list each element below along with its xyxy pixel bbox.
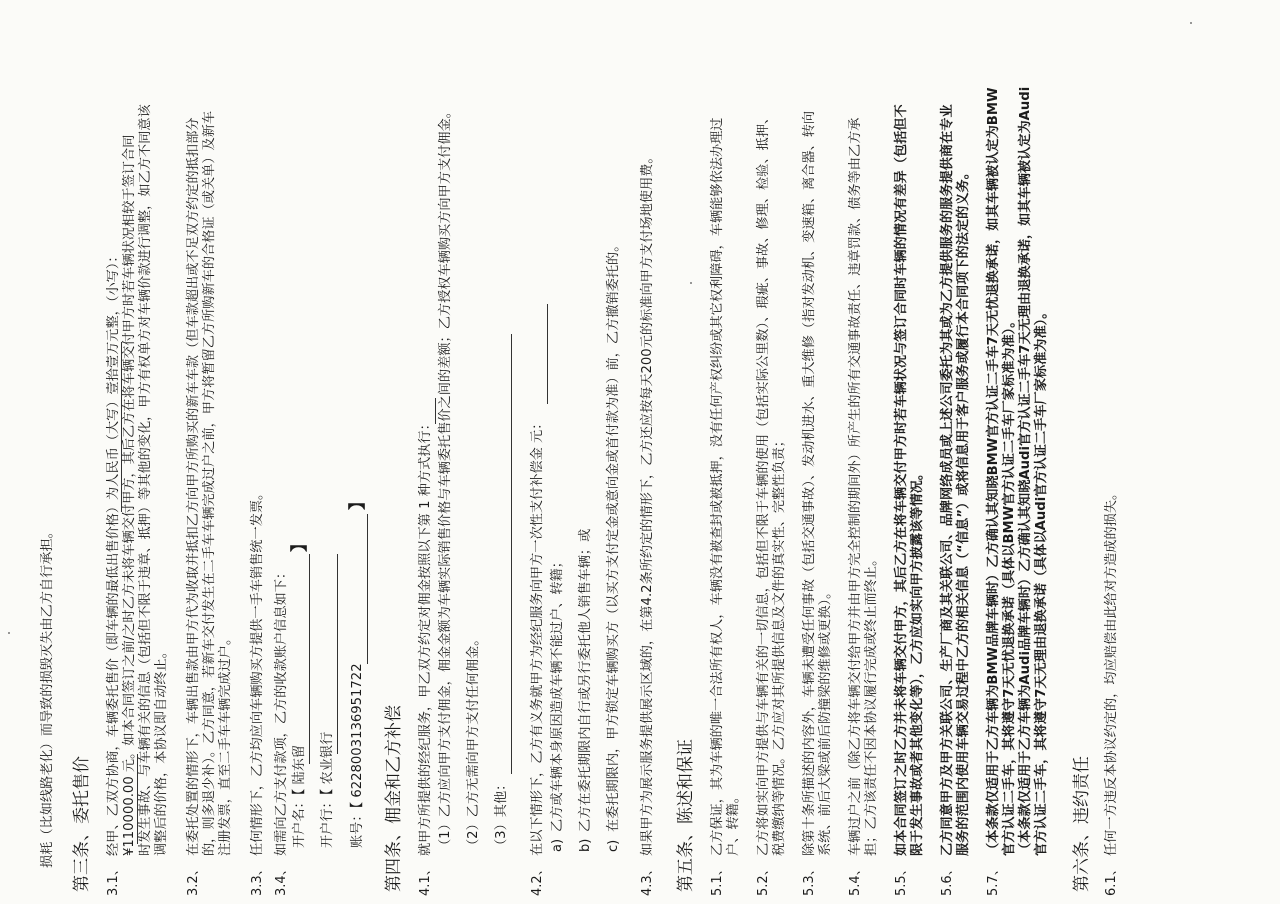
contract-line: 调整后的价格，本协议即自动终止。: [154, 645, 169, 856]
compensation-amount-blank: [547, 304, 548, 404]
contract-line: ¥110000.00 元。如本合同签订之前/之时乙方未将车辆交付甲方，其后乙方在将车辆交付甲方时若车辆状况相较于签订合同: [122, 134, 137, 856]
contract-line: 除第十条所描述的内容外，车辆未遭受任何事故（包括交通事故）、发动机进水、重大维修（指对发动机、变速箱、离合器、转向: [802, 110, 817, 856]
contract-line: 开户行：【 农业银行: [320, 731, 335, 848]
contract-line: 乙方或车辆本身原因造成车辆不能过户、转籍；: [550, 555, 565, 832]
contract-line: 税费缴纳等情况。乙方应对其所提供信息及文件的真实性、完整性负责；: [772, 434, 787, 856]
clause-number: a): [550, 838, 565, 852]
contract-line: （本条款仅适用于乙方车辆为Audi品牌车辆时）乙方确认其知晓Audi官方认证二手车7天无理由退换承诺，如其车辆被认定为Audi: [1018, 86, 1033, 856]
contract-line: 乙方同意甲方及甲方关联公司、生产厂商及其关联公司、品牌网络成员或上述公司委托为其或为乙方提供服务的服务提供商在专业: [940, 104, 955, 856]
contract-line: 如需向乙方支付款项，乙方的收款账户信息如下：: [274, 565, 289, 856]
contract-line: 乙方在委托期限内自行或另行委托他人销售车辆；或: [578, 528, 593, 832]
contract-line: 担；乙方该责任不因本协议履行完成或终止而终止。: [864, 552, 879, 856]
contract-line: 系统、前后大梁或前后防撞梁的维修或更换）。: [818, 585, 833, 856]
contract-line: 的，则多退少补）。乙方同意，若新车交付发生在二手车车辆完成过户之前，甲方将暂留乙方所购新车的合格证（或关单）及新车: [202, 110, 217, 856]
contract-line: 在委托期限内，甲方锁定车辆购买方（以买方支付定金或意向金或首付款为准）前，乙方撤销委托的。: [606, 238, 621, 832]
account-name-bracket: 】: [290, 535, 310, 552]
clause-number: 5.7、: [986, 862, 1001, 896]
account-no-blank: [367, 514, 368, 664]
clause-number: 5.3、: [802, 862, 817, 896]
contract-line: （本条款仅适用于乙方车辆为BMW品牌车辆时）乙方确认其知晓BMW官方认证二手车7天无忧退换承诺，如其车辆被认定为BMW: [986, 87, 1001, 856]
clause-number: 5.1、: [710, 862, 725, 896]
scan-speck: [8, 632, 10, 634]
contract-line: 账号：【 6228003136951722: [350, 663, 365, 848]
clause-number: 3.3、: [250, 862, 265, 896]
clause-number: c): [606, 839, 621, 852]
contract-line: 如果甲方为展示服务提供展示区域的，在第4.2条所约定的情形下，乙方还应按每天200元的标准向甲方支付场地使用费。: [640, 150, 655, 856]
clause-number: 3.2、: [186, 862, 201, 896]
clause-number: 4.2、: [530, 862, 545, 896]
price-upper-underline: [121, 342, 122, 512]
contract-line: （1）乙方应向甲方支付佣金，佣金金额为车辆实际销售价格与车辆委托售价之间的差额；乙方授权车辆购买方向甲方支付佣金。: [438, 105, 453, 852]
contract-line: 官方认证二手车，其将遵守7天无理由退换承诺（具体以Audi官方认证二手车厂家标准为准）。: [1034, 305, 1049, 856]
clause-number: 4.1、: [418, 862, 433, 896]
contract-line: 注册发票，直至二手车车辆完成过户。: [218, 631, 233, 856]
contract-line: 限于发生事故或者其他变化等），乙方应如实向甲方披露该等情况。: [910, 466, 925, 856]
contract-line: 户、转籍。: [726, 790, 741, 856]
scan-speck: [690, 282, 692, 284]
contract-line: 在以下情形下，乙方有义务就甲方为经纪服务向甲方一次性支付补偿金 元：: [530, 416, 545, 856]
account-no-bracket: 】: [348, 493, 368, 510]
section-heading: 第四条、佣金和乙方补偿: [384, 705, 404, 892]
price-lower-underline: [137, 754, 138, 844]
contract-line: 如本合同签订之时乙方并未将车辆交付甲方，其后乙方在将车辆交付甲方时若车辆状况与签订合同时车辆的情况有差异（包括但不: [894, 104, 909, 856]
contract-line: （3）其他：: [494, 777, 509, 852]
section-heading: 第五条、陈述和保证: [676, 739, 696, 892]
contract-line: 就甲方所提供的经纪服务，甲乙双方约定对佣金按照以下第 1 种方式执行：: [418, 417, 433, 856]
contract-line: 车辆过户之前（除乙方将车辆交付给甲方并由甲方完全控制的期间外）所产生的所有交通事故责任、违章罚款、债务等由乙方承: [848, 117, 863, 856]
section-heading: 第三条、委托售价: [72, 756, 92, 892]
clause-number: 5.2、: [756, 862, 771, 896]
contract-line: 乙方保证，其为车辆的唯一合法所有权人，车辆没有被查封或被抵押，没有任何产权纠纷或其它权利障碍，车辆能够依法办理过: [710, 117, 725, 856]
contract-line: 任何一方违反本协议约定的，均应赔偿由此给对方造成的损失。: [1104, 486, 1119, 856]
clause-number: 5.4、: [848, 862, 863, 896]
contract-line: 任何情形下，乙方均应向车辆购买方提供一手车销售统一发票。: [250, 486, 265, 856]
contract-line: 官方认证二手车，其将遵守7天无忧退换承诺（具体以BMW官方认证二手车厂家标准为准）。: [1002, 314, 1017, 856]
clause-number: 4.3、: [640, 862, 655, 896]
contract-line: （2）乙方无需向甲方支付任何佣金。: [466, 632, 481, 852]
scan-speck: [1190, 22, 1192, 24]
clause-number: 3.1、: [106, 862, 121, 896]
contract-line: 时发生事故、与车辆有关的信息（包括但不限于违章、抵押）等其他的变化，甲方有权单方对车辆价款进行调整，如乙方不同意该: [138, 104, 153, 856]
clause-number: b): [578, 838, 593, 852]
contract-line: 在委托处置的情形下，车辆出售款由甲方代为收取并抵扣乙方向甲方所购买的新车车款（但车款超出或不足双方约定的抵扣部分: [186, 117, 201, 856]
commission-option-underline: [435, 398, 436, 424]
section-heading: 第六条、违约责任: [1072, 756, 1092, 892]
clause-number: 3.4、: [274, 862, 289, 896]
contract-line: 开户名：【 陆东留: [292, 744, 307, 848]
clause-number: 6.1、: [1104, 862, 1119, 896]
commission-other-blank: [511, 334, 512, 774]
contract-line: 经甲、乙双方协商，车辆委托售价（即车辆的最低出售价格）为人民币（大写）壹拾壹万元整，（小写）：: [106, 249, 121, 856]
clause-number: 5.6、: [940, 862, 955, 896]
clause-number: 5.5、: [894, 862, 909, 896]
contract-line: 损耗（比如线路老化）而导致的损毁灭失由乙方自行承担。: [40, 525, 55, 868]
contract-line: 乙方将如实向甲方提供与车辆有关的一切信息，包括但不限于车辆的使用（包括实际公里数）、瑕疵、事故、修理、检验、抵押、: [756, 110, 771, 856]
bank-blank: [337, 554, 338, 754]
account-name-blank: [309, 554, 310, 764]
contract-line: 服务的范围内使用车辆交易过程中乙方的相关信息（“信息”）或将信息用于客户服务或履行本合同项下的法定的义务。: [956, 166, 971, 856]
